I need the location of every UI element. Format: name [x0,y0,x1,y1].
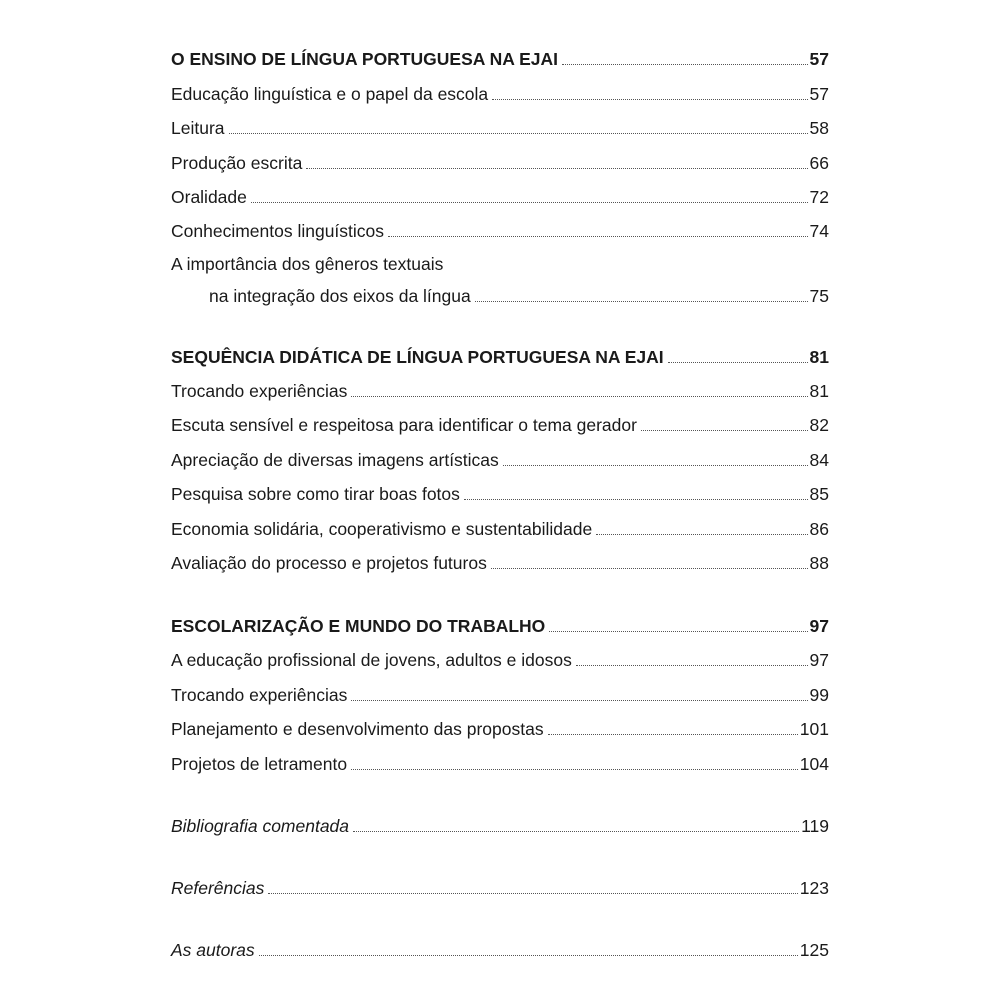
toc-title: SEQUÊNCIA DIDÁTICA DE LÍNGUA PORTUGUESA NA EJAI [171,347,664,367]
toc-page-number: 72 [809,187,829,207]
toc-page-number: 123 [799,878,829,898]
toc-entry[interactable] [171,79,829,105]
toc-title: Educação linguística e o papel da escola [171,84,489,104]
dot-leader [353,830,799,832]
toc-title: na integração dos eixos da língua [209,286,471,306]
dot-leader [268,892,797,894]
toc-entry[interactable] [171,148,829,174]
toc-section-heading[interactable] [171,44,829,70]
toc-page-number: 66 [809,153,829,173]
dot-leader [548,733,798,735]
toc-title: Leitura [171,118,225,138]
toc-entry[interactable] [171,479,829,505]
toc-page-number: 84 [809,450,829,470]
toc-title: Referências [171,878,265,898]
dot-leader [492,98,807,100]
toc-page-number: 74 [809,221,829,241]
toc-page-number: 104 [799,754,829,774]
toc-page-number: 81 [809,347,829,367]
toc-back-matter-entry[interactable] [171,811,829,837]
dot-leader [596,533,807,535]
toc-entry[interactable] [171,514,829,540]
toc-entry[interactable] [171,182,829,208]
toc-entry[interactable] [171,548,829,574]
toc-page-number: 85 [809,484,829,504]
toc-page-number: 125 [799,940,829,960]
toc-title: Avaliação do processo e projetos futuros [171,553,487,573]
toc-page-number: 75 [809,286,829,306]
dot-leader [464,498,808,500]
toc-page-number: 119 [801,816,829,836]
toc-entry[interactable] [171,410,829,436]
toc-entry[interactable] [171,680,829,706]
toc-title: Escuta sensível e respeitosa para identificar o tema gerador [171,415,637,435]
dot-leader [668,361,808,363]
dot-leader [576,664,808,666]
dot-leader [229,132,808,134]
toc-page-number: 81 [809,381,829,401]
dot-leader [351,699,807,701]
toc-title: Apreciação de diversas imagens artísticas [171,450,499,470]
toc-page-number: 88 [809,553,829,573]
toc-page-number: 97 [809,616,829,636]
toc-page-number: 58 [809,118,829,138]
toc-title: O ENSINO DE LÍNGUA PORTUGUESA NA EJAI [171,49,558,69]
dot-leader [388,235,808,237]
toc-title: ESCOLARIZAÇÃO E MUNDO DO TRABALHO [171,616,546,636]
toc-entry[interactable] [171,714,829,740]
toc-title: Bibliografia comentada [171,816,350,836]
toc-entry[interactable] [171,445,829,471]
dot-leader [351,768,798,770]
dot-leader [259,954,798,956]
dot-leader [251,201,808,203]
toc-page-number: 99 [809,685,829,705]
dot-leader [475,300,808,302]
toc-page-number: 101 [799,719,829,739]
toc-title: A educação profissional de jovens, adultos e idosos [171,650,572,670]
toc-entry[interactable] [171,113,829,139]
toc-title: Planejamento e desenvolvimento das propostas [171,719,544,739]
toc-section-heading[interactable] [171,342,829,368]
toc-entry[interactable] [171,281,829,307]
toc-title: Trocando experiências [171,685,348,705]
toc-title-line1: A importância dos gêneros textuais [171,254,444,274]
toc-title: Pesquisa sobre como tirar boas fotos [171,484,460,504]
toc-title: Oralidade [171,187,247,207]
toc-title: Trocando experiências [171,381,348,401]
toc-page-number: 57 [809,84,829,104]
toc-entry[interactable] [171,749,829,775]
toc-section-heading[interactable] [171,611,829,637]
toc-title: As autoras [171,940,255,960]
toc-page-number: 86 [809,519,829,539]
toc-entry[interactable] [171,216,829,242]
dot-leader [549,630,807,632]
dot-leader [562,63,808,65]
toc-page-number: 97 [809,650,829,670]
toc-page-number: 82 [809,415,829,435]
dot-leader [503,464,808,466]
toc-page-number: 57 [809,49,829,69]
toc-back-matter-entry[interactable] [171,873,829,899]
dot-leader [351,395,807,397]
toc-title: Economia solidária, cooperativismo e sustentabilidade [171,519,593,539]
dot-leader [641,429,808,431]
toc-entry[interactable] [171,376,829,402]
toc-title: Conhecimentos linguísticos [171,221,385,241]
toc-title: Produção escrita [171,153,303,173]
toc-title: Projetos de letramento [171,754,348,774]
dot-leader [306,167,807,169]
toc-entry[interactable] [171,645,829,671]
toc-back-matter-entry[interactable] [171,935,829,961]
dot-leader [491,567,808,569]
